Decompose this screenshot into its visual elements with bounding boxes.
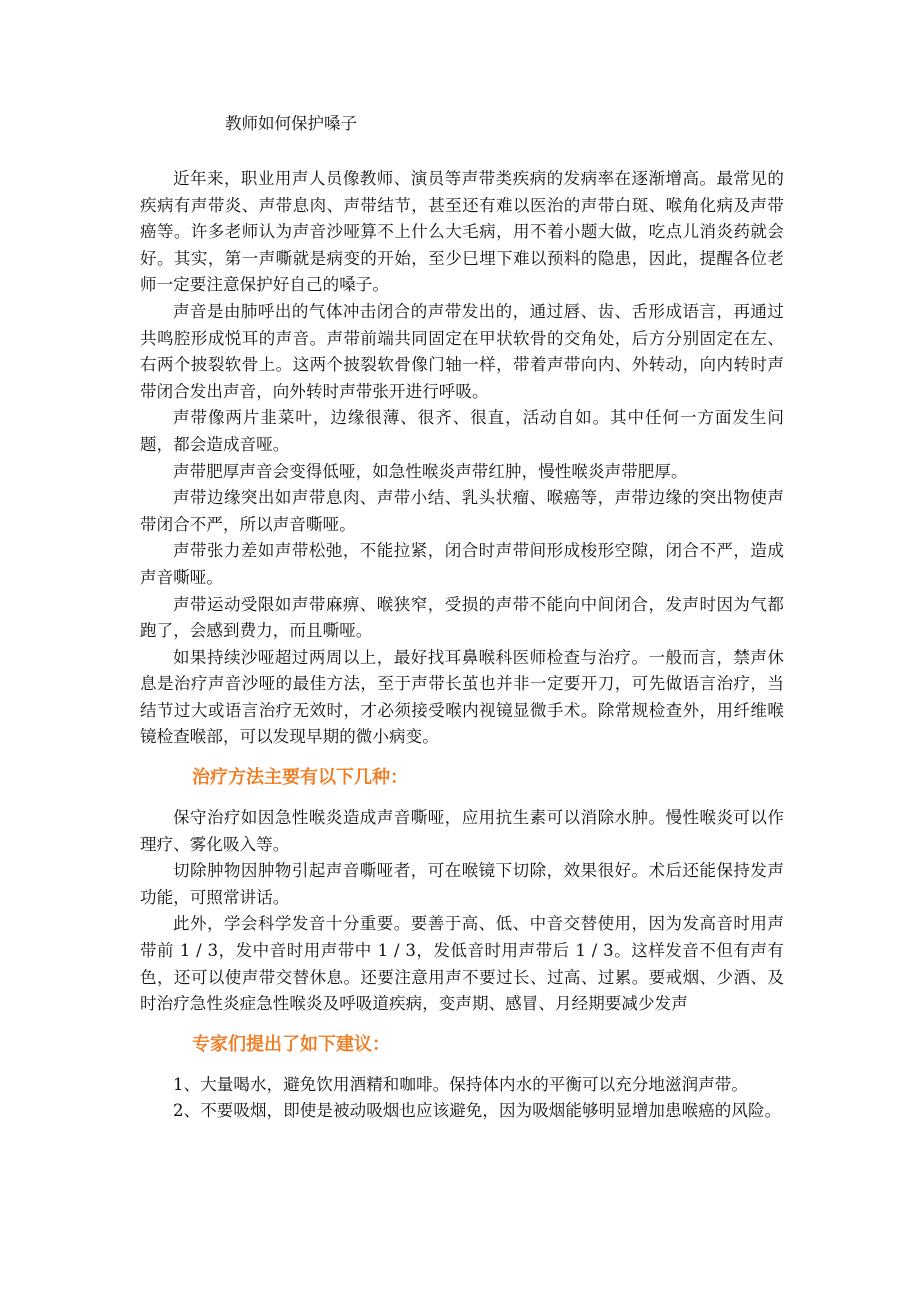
treatment-heading: 治疗方法主要有以下几种： (192, 767, 408, 789)
intro-paragraph-6: 声带张力差如声带松弛，不能拉紧，闭合时声带间形成梭形空隙，闭合不严，造成声音嘶哑。 (140, 541, 784, 587)
advice-section (140, 1072, 784, 1125)
treatment-paragraph-3: 此外，学会科学发音十分重要。要善于高、低、中音交替使用，因为发高音时用声带前 1 / 3，发中音时用声带中 1 / 3，发低音时用声带后 1 / 3。这样发音不但有声有色，还可以使声带交替休息。还要注意用声不要过长、过高、过累。要戒烟、少酒、及时治疗急性炎症急性喉炎及呼吸道疾病，变声期、感冒、月经期要减少发声 (140, 914, 784, 1014)
advice-item-2: 2、不要吸烟，即使是被动吸烟也应该避免，因为吸烟能够明显增加患喉癌的风险。 (173, 1101, 782, 1121)
treatment-section (140, 805, 784, 1018)
treatment-paragraph-1: 保守治疗如因急性喉炎造成声音嘶哑，应用抗生素可以消除水肿。慢性喉炎可以作理疗、雾化吸入等。 (140, 808, 784, 854)
document-page (140, 110, 784, 1125)
advice-heading: 专家们提出了如下建议： (192, 1033, 390, 1055)
intro-section (140, 166, 784, 751)
intro-paragraph-5: 声带边缘突出如声带息肉、声带小结、乳头状瘤、喉癌等，声带边缘的突出物使声带闭合不严，所以声音嘶哑。 (140, 488, 784, 534)
intro-paragraph-3: 声带像两片韭菜叶，边缘很薄、很齐、很直，活动自如。其中任何一方面发生问题，都会造成音哑。 (140, 408, 784, 454)
advice-item-1: 1、大量喝水，避免饮用酒精和咖啡。保持体内水的平衡可以充分地滋润声带。 (173, 1074, 748, 1094)
intro-paragraph-7: 声带运动受限如声带麻痹、喉狭窄，受损的声带不能向中间闭合，发声时因为气都跑了，会感到费力，而且嘶哑。 (140, 594, 784, 641)
intro-paragraph-2: 声音是由肺呼出的气体冲击闭合的声带发出的，通过唇、齿、舌形成语言，再通过共鸣腔形成悦耳的声音。声带前端共同固定在甲状软骨的交角处，后方分别固定在左、右两个披裂软骨上。这两个披裂软骨像门轴一样，带着声带向内、外转动，向内转时声带闭合发出声音，向外转时声带张开进行呼吸。 (140, 301, 784, 401)
intro-paragraph-1: 近年来，职业用声人员像教师、演员等声带类疾病的发病率在逐渐增高。最常见的疾病有声带炎、声带息肉、声带结节，甚至还有难以医治的声带白斑、喉角化病及声带癌等。许多老师认为声音沙哑算不上什么大毛病，用不着小题大做，吃点儿消炎药就会好。其实，第一声嘶就是病变的开始，至少巳埋下难以预料的隐患，因此，提醒各位老师一定要注意保护好自己的嗓子。 (140, 169, 784, 295)
intro-paragraph-8: 如果持续沙哑超过两周以上，最好找耳鼻喉科医师检查与治疗。一般而言，禁声休息是治疗声音沙哑的最佳方法，至于声带长茧也并非一定要开刀，可先做语言治疗，当结节过大或语言治疗无效时，才必须接受喉内视镜显微手术。除常规检查外，用纤维喉镜检查喉部，可以发现早期的微小病变。 (140, 647, 784, 747)
treatment-paragraph-2: 切除肿物因肿物引起声音嘶哑者，可在喉镜下切除，效果很好。术后还能保持发声功能，可照常讲话。 (140, 861, 784, 907)
intro-paragraph-4: 声带肥厚声音会变得低哑，如急性喉炎声带红肿，慢性喉炎声带肥厚。 (173, 461, 688, 481)
document-title: 教师如何保护嗓子 (225, 114, 357, 133)
